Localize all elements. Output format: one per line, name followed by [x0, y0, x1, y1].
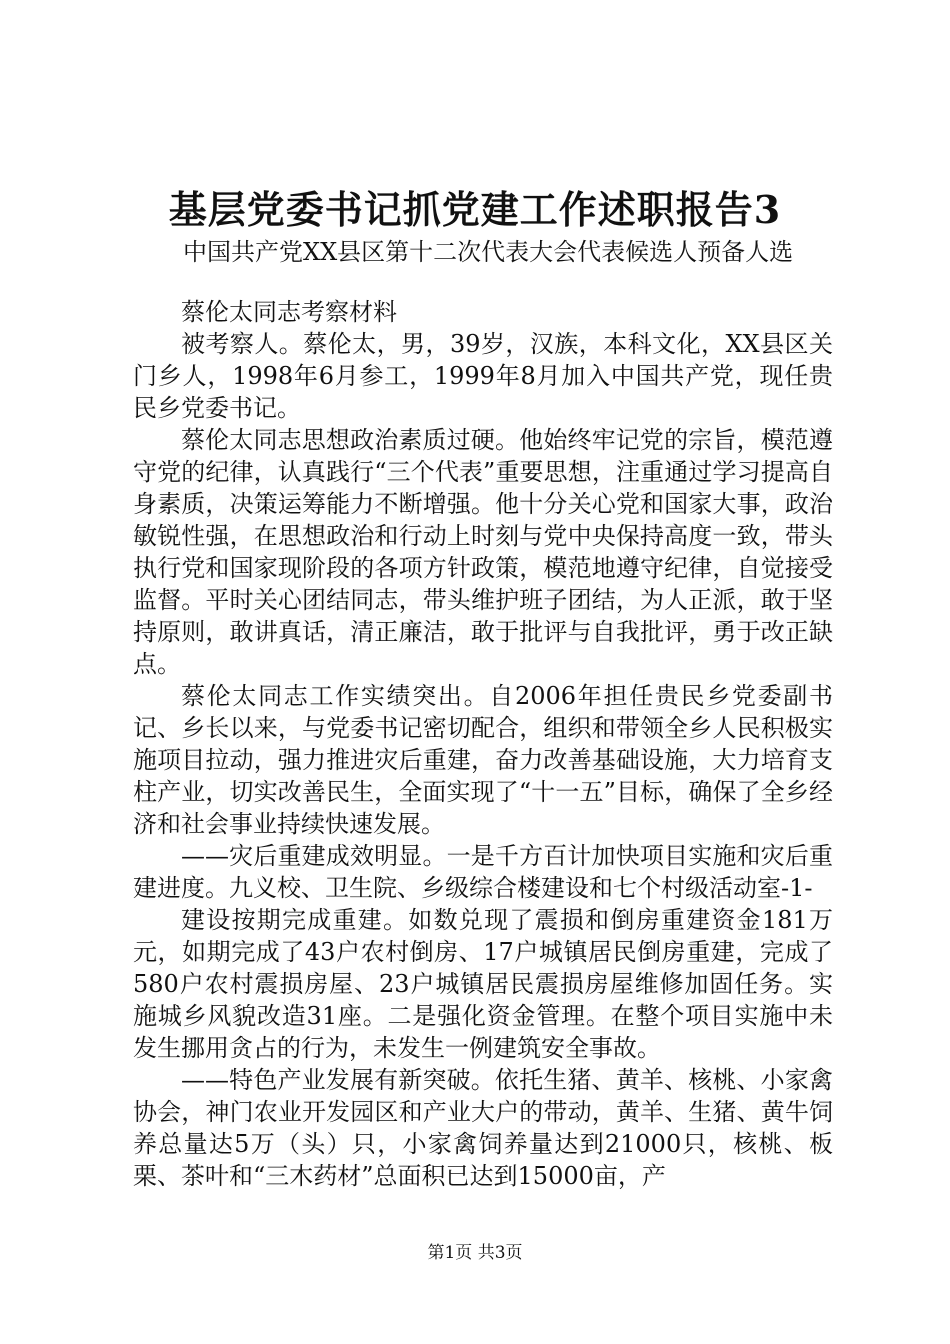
- body-paragraph: 被考察人。蔡伦太，男，39岁，汉族，本科文化，XX县区关门乡人，1998年6月参工，1999年8月加入中国共产党，现任贵民乡党委书记。: [133, 330, 833, 422]
- body-paragraph: ——灾后重建成效明显。一是千方百计加快项目实施和灾后重建进度。九义校、卫生院、乡级综合楼建设和七个村级活动室-1-: [133, 842, 833, 902]
- body-paragraph: 蔡伦太同志思想政治素质过硬。他始终牢记党的宗旨，模范遵守党的纪律，认真践行“三个代表”重要思想，注重通过学习提高自身素质，决策运筹能力不断增强。他十分关心党和国家大事，政治敏锐性强，在思想政治和行动上时刻与党中央保持高度一致，带头执行党和国家现阶段的各项方针政策，模范地遵守纪律，自觉接受监督。平时关心团结同志，带头维护班子团结，为人正派，敢于坚持原则，敢讲真话，清正廉洁，敢于批评与自我批评，勇于改正缺点。: [133, 426, 833, 678]
- document-title: 基层党委书记抓党建工作述职报告3: [168, 187, 782, 232]
- body-paragraph: 蔡伦太同志工作实绩突出。自2006年担任贵民乡党委副书记、乡长以来，与党委书记密切配合，组织和带领全乡人民积极实施项目拉动，强力推进灾后重建，奋力改善基础设施，大力培育支柱产业，切实改善民生，全面实现了“十一五”目标，确保了全乡经济和社会事业持续快速发展。: [133, 682, 833, 838]
- document-body: [133, 296, 833, 1192]
- body-paragraph: ——特色产业发展有新突破。依托生猪、黄羊、核桃、小家禽协会，神门农业开发园区和产业大户的带动，黄羊、生猪、黄牛饲养总量达5万（头）只，小家禽饲养量达到21000只，核桃、板栗、茶叶和“三木药材”总面积已达到15000亩，产: [133, 1066, 833, 1190]
- page-footer: 第1页 共3页: [427, 1243, 523, 1263]
- body-paragraph: 建设按期完成重建。如数兑现了震损和倒房重建资金181万元，如期完成了43户农村倒房、17户城镇居民倒房重建，完成了580户农村震损房屋、23户城镇居民震损房屋维修加固任务。实施城乡风貌改造31座。二是强化资金管理。在整个项目实施中未发生挪用贪占的行为，未发生一例建筑安全事故。: [133, 906, 833, 1062]
- body-paragraph-heading: 蔡伦太同志考察材料: [181, 298, 397, 326]
- document-subtitle: 中国共产党XX县区第十二次代表大会代表候选人预备人选: [183, 238, 794, 266]
